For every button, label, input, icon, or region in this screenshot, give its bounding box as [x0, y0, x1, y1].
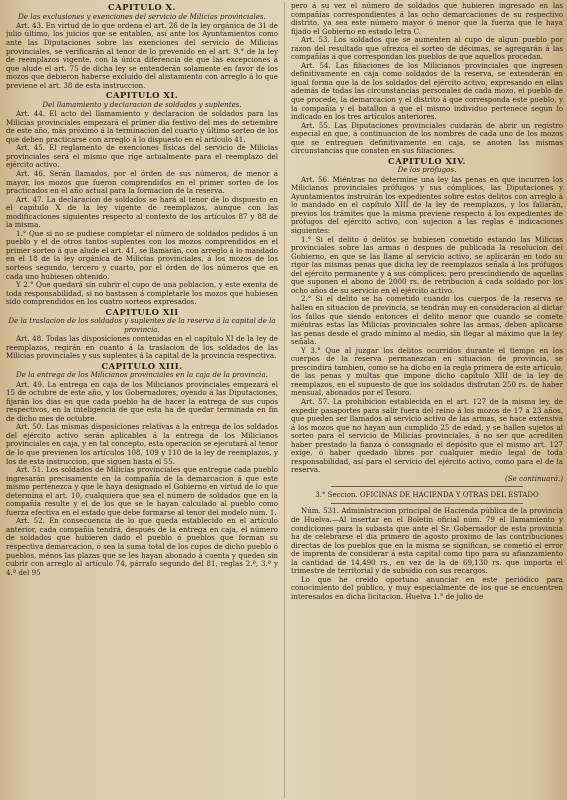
chapter-heading: CAPITULO XII — [105, 306, 179, 317]
article-paragraph: Art. 57. La prohibicion establecida en el art. 127 de la misma ley, de expedir pasaportes para salir fuera del reino á los mozos de 17 á 23 años, que pueden ser llamados al servicio activo de las armas, se hace extensiva á los mozos que no hayan aun cumplido 25 de edad, y se hallen sujetos al sorteo para el servicio de Milicias provinciales, á no ser que acrediten haber prestado la fianza ó consignado el depósito que el mismo art. 127 exige, ó haber quedado libres por cualquier medio legal de toda responsabilidad, así para el servicio del ejército activo, como para el de la reserva. — [291, 396, 563, 475]
chapter-heading: CAPITULO XIII. — [101, 360, 183, 371]
article-paragraph: Y 2.° Que quedará sin cubrir el cupo de una poblacion, y este exenta de toda responsabilidad, si no bastasen á completarle los mozos que hubiesen sido comprendidos en los cuatro sorteos expresados. — [6, 280, 278, 307]
article-paragraph: Art. 43. En virtud de lo que ordena el art. 26 de la ley orgánica de 31 de julio último, los juicios que se entablen, así ante los Ayuntamientos como ante las Diputaciones sobre las exenciones del servicio de Milicias provinciales, se verificarán al tenor de lo prevenido en el art. 9.° de la ley de reemplazos vigente, con la única diferencia de que las excepciones á que alude el art. 75 de dicha ley se entenderán solamente en favor de los mozos que debieron haberse excluido del alistamiento con arreglo á lo que previene el art. 38 de esta instruccion. — [6, 20, 278, 90]
chapter-subtitle: De la entrega de los Milicianos provinciales en la caja de la provincia. — [16, 370, 268, 380]
article-paragraph: Art. 50. Las mismas disposiciones relativas á la entrega de los soldados del ejército activo serán aplicables á la entrega de los Milicianos provinciales en caja, y en tal concepto, esta operacion se ejecutará al tenor de lo que previenen los artículos 108, 109 y 110 de la ley de reemplazos, y los de esta instruccion, que siguen hasta el 55. — [6, 422, 278, 466]
article-paragraph: Art. 51. Los soldados de Milicias provinciales que entregue cada pueblo ingresarán precisamente en la compañía de la demarcacion á que este mismo pertenezca y que le haya designado el Gobierno en virtud de lo que determina el art. 10, cualquiera que sea el número de soldados que en la compañía resulte y el de los que se le hayan calculado al pueblo como fuerza efectiva en el estado que debe formarse al tenor del modelo núm. 1. — [6, 465, 278, 517]
article-paragraph: Art. 55. Las Diputaciones provinciales cuidarán de abrir un registro especial en que, á continuacion de los nombres de cada uno de los mozos que se entreguen definitivamente en caja, se anoten las mismas circunstancias que consten en sus filiaciones. — [291, 120, 563, 156]
left-column — [6, 2, 278, 798]
article-paragraph: Art. 54. Las filiaciones de los Milicianos provinciales que ingresen definitivamente en caja como soldados de la reserva, se extenderán en igual forma que la de los soldados del ejército activo, expresando en ellas además de todas las circunstancias personales de cada mozo, el pueblo de que procede, la demarcacion y el distrito á que corresponda este pueblo, y la compañía y el batallon á que el mismo individuo pertenece segun lo indicado en los tres artículos anteriores. — [291, 60, 563, 122]
article-paragraph: Art. 49. La entrega en caja de los Milicianos provinciales empezará el 15 de octubre de este año, y los Gobernadores, oyendo á las Diputaciones, fijarán los dias en que cada pueblo ha de hacer la entrega de sus cupos respectivos, en la inteligencia de que esta ha de quedar terminada en fin de dicho mes de octubre. — [6, 379, 278, 423]
article-paragraph: 2.° Si el delito se ha cometido cuando los cuerpos de la reserva se hallen en situacion de provincia, se tendrán muy en consideracion al dictar los fallos que siendo entonces el delito menor que cuando se comete miéntras estas las Milicias provinciales sobre las armas, deben aplicarse las penas desde el grado mínimo al medio, sin llegar al máximo que la ley señala. — [291, 294, 563, 347]
article-paragraph: Art. 47. La declaracion de soldados se hará al tenor de lo dispuesto en el capítulo X de la ley vigente de reemplazos, aunque con las modificaciones siguientes respecto al contexto de los artículos 87 y 88 de la misma. — [6, 194, 278, 230]
continuation-note: (Se continuará.) — [504, 473, 563, 483]
chapter-heading: CAPITULO XIV. — [388, 155, 466, 166]
article-paragraph: Art. 52. En consecuencia de lo que queda establecido en el artículo anterior, cada compañía tendrá, después de la entrega en caja, el número de soldados que hubieren dado el pueblo ó pueblos que forman su respectiva demarcacion, ó sea la suma total de los cupos de dicho pueblo ó pueblos, ménos las plazas que se les hayan abonado á cuenta y queden sin cubrir con arreglo al artículo 74, párrafo segundo del 81, reglas 2.ª, 3.ª y 4.ª del 95 — [6, 516, 278, 577]
article-paragraph: 1.° Si el delito ó delitos se hubiesen cometido estando las Milicias provinciales sobre las armas ó despues de publicada la resolucion del Gobierno, en que se las llame al servicio activo, se aplicarán en todo su rigor las mismas penas que dicha ley de reemplazos señala á los prófugos del ejército permanente y á sus cómplices; pero prescindiendo de aquellas que suponen el abono de 2000 rs. de retribucion á cada soldado por los ocho años de su servicio en el ejército activo. — [291, 234, 563, 295]
article-paragraph: Y 3.° Que al juzgar los delitos ocurridos durante el tiempo en los cuerpos de la reserva permanezcan en situacion de provincia, se prescindirá tambien, como se ha dicho en la regla primera de este artículo, de las penas y multas que impone dicho capítulo XIII de la ley de reemplazos, en el supuesto de que los soldados disfrutan 250 rs. de haber mensual, abonados por el Tesoro. — [291, 345, 563, 398]
chapter-heading: CAPITULO X. — [108, 2, 176, 12]
chapter-heading: CAPITULO XI. — [105, 90, 179, 101]
chapter-subtitle: De las exclusiones y exenciones del servicio de Milicias provinciales. — [18, 11, 266, 21]
column-divider — [284, 2, 285, 798]
article-paragraph: 1.° Que si no se pudiese completar el número de soldados pedidos á un pueblo y el de otros tantos suplentes con los mozos comprendidos en el primer sorteo á que alude el art. 41, se llamarán, con arreglo á lo mandado en el 18 de la ley orgánica de Milicias provinciales, á los mozos de los sorteos segundo, tercero y cuarto, por el órden de los números que en cada uno hubiesen obtenido. — [6, 228, 278, 281]
chapter-subtitle: De la traslacion de los soldados y suplentes de la reserva á la capital de la provincia. — [8, 316, 276, 334]
article-paragraph: Art. 45. El reglamento de exenciones físicas del servicio de Milicias provinciales será el mismo que rige actualmente para el reemplazo del ejército activo. — [6, 143, 278, 170]
chapter-subtitle: Del llamamiento y declaracion de soldados y suplentes. — [42, 99, 242, 109]
article-paragraph: pero á su vez el número de soldados que hubieren ingresado en las compañías correspondientes á las ocho demarcaciones de su respectivo distrito, ya sea este número mayor ó menor que la fuerza que le haya fijado el Gobierno en estado letra C. — [291, 2, 563, 36]
article-paragraph: Art. 44. El acto del llamamiento y declaracion de soldados para las Milicias provinciales empezará el primer dia festivo del mes de setiembre de este año, más próximo á la terminacion del cuarto y último sorteo de los que deben practicarse con arreglo á lo dispuesto en el artículo 41. — [6, 109, 278, 144]
article-paragraph: Art. 48. Todas las disposiciones contenidas en el capítulo XI de la ley de reemplazos, regirán en cuanto á la traslacion de los soldados de las Milicias provinciales y sus suplentes á la capital de la provincia respectiva. — [6, 334, 278, 361]
article-paragraph: Art. 53. Los soldados que se aumenten al cupo de algun pueblo por razon del resultado que ofrezca el sorteo de décimas, se agregarán á las compañías á que correspondan los pueblos de que aquellos procedan. — [291, 35, 563, 62]
notice-paragraph: Núm. 531. Administracion principal de Hacienda pública de la provincia de Huelva.—Al insertar en el Boletin oficial núm. 79 el llamamiento y condiciones para la subasta que ante el Sr. Gobernador de esta provincia ha de celebrarse el dia primero de agosto próximo de las contribuciones directas de los pueblos que en la misma se significan, se cometió el error de imprenta de considerar á esta capital como tipo para su afianzamiento la cantidad de 14,490 rs., en vez de la de 69,130 rs. que importa el trimestre de territorial y de subsidio con sus recargos. — [291, 506, 563, 576]
article-paragraph: Art. 56. Miéntras no determine una ley las penas en que incurren los Milicianos provinciales prófugos y sus cómplices, las Diputaciones y Ayuntamientos instruirán los expedientes sobre estos delitos con arreglo á lo mandado en el capítulo XIII de la ley de reemplazos, y los fallarán, previos los trámites que la misma previene respecto á los expedientes de prófugos del ejército activo, con sujecion á las reglas é indicaciones siguientes: — [291, 174, 563, 236]
section-heading: 3.° Seccion. OFICINAS DE HACIENDA Y OTRAS DEL ESTADO — [315, 491, 539, 500]
right-column — [291, 2, 563, 798]
section-rule — [331, 503, 523, 504]
notice-paragraph: Lo que he creido oportuno anunciar en este periódico para conocimiento del público, y muy especialmente de los que se encuentren interesados en dicha licitacion. Huelva 1.° de julio de — [291, 574, 563, 601]
article-paragraph: Art. 46. Serán llamados, por el órden de sus números, de menor á mayor, los mozos que fueron comprendidos en el primer sorteo de los practicados en el año actual para la formacion de la reserva. — [6, 169, 278, 196]
section-rule — [331, 486, 523, 487]
chapter-subtitle: De los prófugos. — [397, 165, 457, 175]
